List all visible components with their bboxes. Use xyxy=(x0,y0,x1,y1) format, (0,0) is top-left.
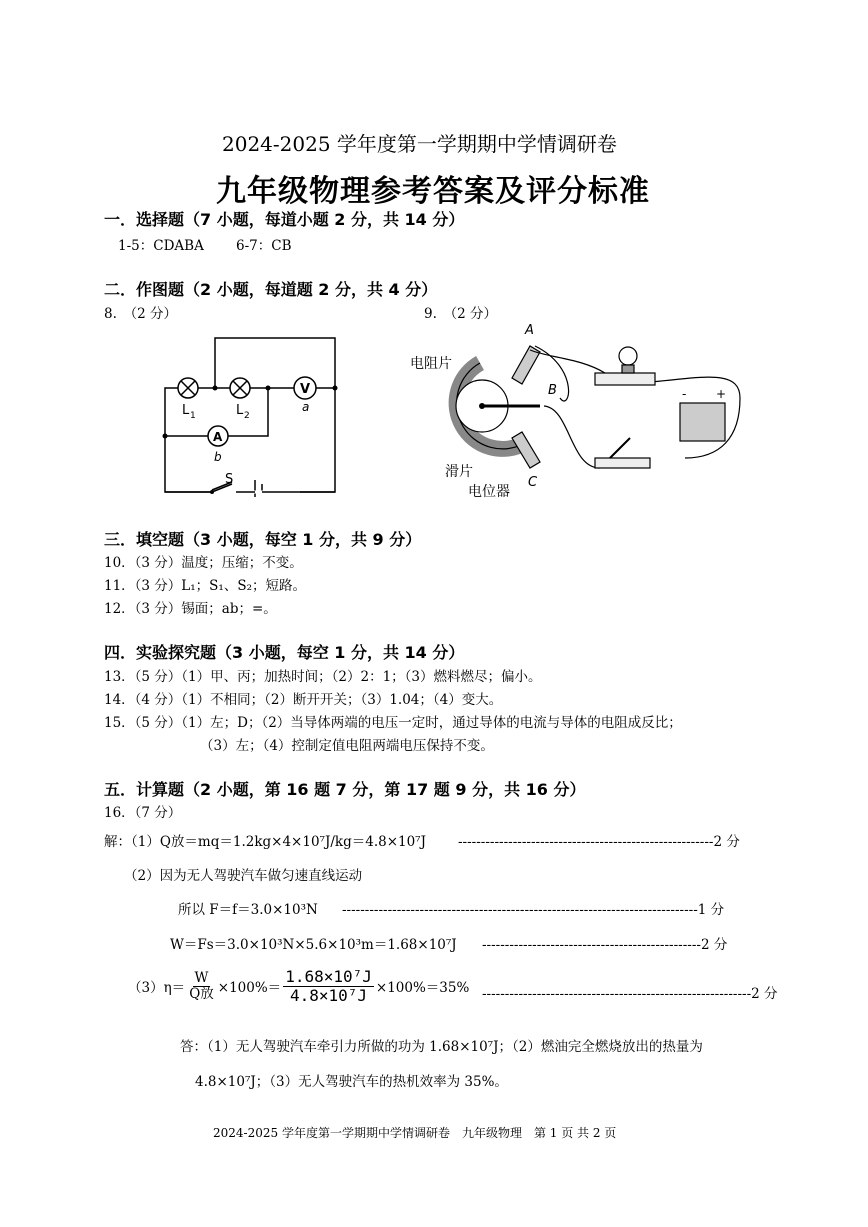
q16-label: 16．（7 分） xyxy=(104,805,182,821)
calc-line-3: 所以 F＝f＝3.0×10³N xyxy=(178,902,318,918)
switch-label: S xyxy=(225,472,234,487)
calc-line-3-score: ------------------------------------------------------------------------------1 分 xyxy=(342,902,725,918)
fraction-values xyxy=(283,968,374,1004)
answer-line-2: 4.8×10⁷J；（3）无人驾驶汽车的热机效率为 35%。 xyxy=(195,1074,508,1090)
q14-answer: 14．（4 分）（1）不相同；（2）断开开关；（3）1.04；（4）变大。 xyxy=(104,692,503,708)
answer-line-1: 答：（1）无人驾驶汽车牵引力所做的功为 1.68×10⁷J；（2）燃油完全燃烧放出的热量为 xyxy=(180,1039,703,1055)
page-title: 九年级物理参考答案及评分标准 xyxy=(216,174,650,209)
terminal-c-label: C xyxy=(528,475,538,490)
label-b: b xyxy=(214,450,222,464)
ammeter-label: A xyxy=(213,430,223,444)
q13-answer: 13．（5 分）（1）甲、丙；加热时间；（2）2：1；（3）燃料燃尽；偏小。 xyxy=(104,669,542,685)
times-100-1: ×100%＝ xyxy=(217,980,282,997)
potentiometer-diagram-q9 xyxy=(400,318,760,500)
calc-line-1-score: --------------------------------------------------------2 分 xyxy=(458,834,740,850)
q9-label: 9. （2 分） xyxy=(424,306,498,322)
battery-plus: + xyxy=(716,387,727,401)
calc-line-1: 解：（1）Q放＝mq＝1.2kg×4×10⁷J/kg＝4.8×10⁷J xyxy=(104,834,427,850)
fraction-w-over-q xyxy=(187,971,216,1002)
q12-answer: 12．（3 分）锡面；ab；=。 xyxy=(104,601,277,617)
eta-result: ×100%＝35% xyxy=(375,980,470,997)
section-4-title: 四．实验探究题（3 小题，每空 1 分，共 14 分） xyxy=(104,643,465,662)
voltmeter-label: V xyxy=(300,382,311,397)
section-3-title: 三．填空题（3 小题，每空 1 分，共 9 分） xyxy=(104,530,422,549)
fraction-values-den: 4.8×10⁷J xyxy=(290,985,368,1005)
s1-answer-2: 6-7：CB xyxy=(236,238,292,254)
q15-answer-line2: （3）左；（4）控制定值电阻两端电压保持不变。 xyxy=(200,738,494,754)
s1-answer-1: 1-5：CDABA xyxy=(118,238,204,254)
q10-answer: 10．（3 分）温度；压缩；不变。 xyxy=(104,555,303,571)
lamp-l2-label: L xyxy=(236,403,244,418)
circuit-diagram-q8 xyxy=(150,330,350,500)
page-footer: 2024-2025 学年度第一学期期中学情调研卷 九年级物理 第 1 页 共 2 页 xyxy=(213,1126,617,1140)
q15-answer-line1: 15．（5 分）（1）左；D；（2）当导体两端的电压一定时，通过导体的电流与导体的电阻成反比； xyxy=(104,715,682,731)
slider-label: 滑片 xyxy=(445,464,473,480)
potentiometer-label: 电位器 xyxy=(468,484,510,500)
lamp-l1-sub: 1 xyxy=(190,411,196,421)
calc-line-5-score: -----------------------------------------------------------2 分 xyxy=(482,986,778,1002)
fraction-den: Q放 xyxy=(189,985,214,1002)
calc-line-5 xyxy=(128,968,469,1004)
resistor-label: 电阻片 xyxy=(410,356,452,372)
fraction-num: W xyxy=(194,969,209,986)
fraction-values-num: 1.68×10⁷J xyxy=(285,967,372,986)
section-2-title: 二．作图题（2 小题，每道题 2 分，共 4 分） xyxy=(104,280,438,299)
calc-line-4-score: ------------------------------------------------2 分 xyxy=(482,937,728,953)
terminal-b-label: B xyxy=(548,383,557,398)
calc-line-2: （2）因为无人驾驶汽车做匀速直线运动 xyxy=(124,868,363,884)
lamp-l2-sub: 2 xyxy=(244,411,250,421)
calc-line-4: W＝Fs＝3.0×10³N×5.6×10³m＝1.68×10⁷J xyxy=(170,937,457,953)
q11-answer: 11．（3 分）L₁；S₁、S₂；短路。 xyxy=(104,578,307,594)
terminal-a-label: A xyxy=(525,323,534,338)
label-a: a xyxy=(302,400,310,414)
lamp-l1-label: L xyxy=(182,403,190,418)
q8-label: 8. （2 分） xyxy=(104,306,178,322)
section-1-title: 一．选择题（7 小题，每道小题 2 分，共 14 分） xyxy=(104,210,465,229)
exam-subtitle: 2024-2025 学年度第一学期期中学情调研卷 xyxy=(222,132,617,156)
battery-minus: - xyxy=(682,387,687,401)
section-5-title: 五．计算题（2 小题，第 16 题 7 分，第 17 题 9 分，共 16 分） xyxy=(104,780,586,799)
eta-prefix: （3）η＝ xyxy=(128,980,186,997)
